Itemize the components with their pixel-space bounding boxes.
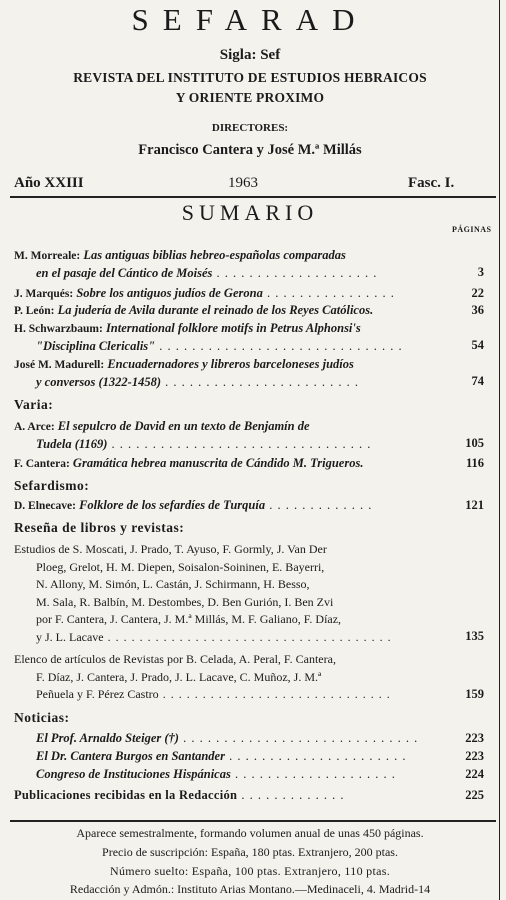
directores-label: DIRECTORES: bbox=[211, 122, 289, 134]
estudios-line: y J. L. Lacave bbox=[36, 629, 104, 644]
toc-entry[interactable] bbox=[14, 356, 484, 391]
entry-author: M. Morreale: bbox=[14, 250, 81, 262]
entry-page: 121 bbox=[465, 498, 484, 512]
entry-title: Gramática hebrea manuscrita de Cándido M. Trigueros. bbox=[72, 456, 364, 470]
leader-dots: . . . . . . . . . . . . . . . . . . . . . . . . . . . . . . . . bbox=[107, 437, 372, 451]
toc-entry[interactable] bbox=[14, 418, 484, 453]
toc-entry-elenco[interactable] bbox=[14, 651, 484, 704]
directores-names: Francisco Cantera y José M.ª Millás bbox=[138, 142, 362, 158]
entry-title-cont: y conversos (1322-1458) bbox=[36, 375, 161, 389]
entry-title: Las antiguas biblias hebreo-españolas comparadas bbox=[83, 248, 346, 262]
leader-dots: . . . . . . . . . . . . . . . . . . . . . . . . . . . . . . . . . . . . bbox=[103, 629, 392, 644]
footer-line-4: Redacción y Admón.: Instituto Arias Montano.—Medinaceli, 4. Madrid-14 bbox=[69, 882, 431, 896]
toc-entry[interactable] bbox=[14, 497, 484, 515]
elenco-line: Elenco de artículos de Revistas por B. Celada, A. Peral, F. Cantera, bbox=[14, 652, 336, 666]
section-publicaciones-heading: Publicaciones recibidas en la Redacción bbox=[14, 788, 238, 802]
toc-entry-publicaciones[interactable] bbox=[14, 787, 484, 804]
entry-title: La judería de Avila durante el reinado de los Reyes Católicos. bbox=[57, 303, 374, 317]
entry-title: Encuadernadores y libreros barceloneses judíos bbox=[107, 357, 354, 371]
elenco-line: F. Díaz, J. Cantera, J. Prado, J. L. Lacave, C. Muñoz, J. M.ª bbox=[36, 669, 322, 684]
entry-page: 159 bbox=[465, 687, 484, 701]
journal-title: SEFARAD bbox=[131, 2, 369, 37]
section-varia-heading: Varia: bbox=[14, 397, 54, 412]
footer-line-2: Precio de suscripción: España, 180 ptas. Extranjero, 200 ptas. bbox=[102, 845, 398, 859]
estudios-line: M. Sala, R. Balbín, M. Destombes, D. Ben Gurión, I. Ben Zvi bbox=[36, 594, 334, 609]
entry-page: 225 bbox=[465, 788, 484, 802]
entry-page: 116 bbox=[465, 456, 484, 470]
entry-title: El Dr. Cantera Burgos en Santander bbox=[36, 749, 225, 763]
leader-dots: . . . . . . . . . . . . . . . . . . . . . . . . bbox=[160, 375, 359, 389]
entry-page: 105 bbox=[465, 436, 484, 450]
bottom-divider bbox=[10, 820, 496, 822]
entry-title-cont: "Disciplina Clericalis" bbox=[36, 339, 156, 353]
leader-dots: . . . . . . . . . . . . . . . . . . . . bbox=[230, 767, 396, 781]
estudios-line: por F. Cantera, J. Cantera, J. M.ª Millás, M. F. Galiano, F. Díaz, bbox=[36, 612, 342, 626]
entry-title: Congreso de Instituciones Hispánicas bbox=[36, 767, 231, 781]
toc-entry[interactable] bbox=[14, 320, 484, 355]
entry-title-cont: Tudela (1169) bbox=[36, 437, 108, 451]
toc-entry[interactable] bbox=[14, 455, 484, 473]
entry-author: F. Cantera: bbox=[14, 458, 70, 470]
entry-page: 135 bbox=[465, 629, 484, 643]
entry-title: International folklore motifs in Petrus Alphonsi's bbox=[105, 321, 361, 335]
section-sefardismo-heading: Sefardismo: bbox=[14, 478, 90, 493]
entry-page: 224 bbox=[465, 767, 484, 781]
leader-dots: . . . . . . . . . . . . . . . . . . . . . . bbox=[224, 749, 407, 763]
section-resena-heading: Reseña de libros y revistas: bbox=[14, 520, 185, 535]
sigla: Sigla: Sef bbox=[219, 47, 281, 63]
toc-entry[interactable] bbox=[14, 766, 484, 783]
leader-dots: . . . . . . . . . . . . . . . . . . . . . . . . . . . . . . bbox=[155, 339, 403, 353]
entry-author: H. Schwarzbaum: bbox=[14, 323, 103, 335]
paginas-label: PÁGINAS bbox=[452, 225, 492, 234]
entry-author: J. Marqués: bbox=[14, 288, 74, 300]
toc-entry[interactable] bbox=[14, 285, 484, 303]
entry-page: 223 bbox=[465, 749, 484, 763]
footer-line-1: Aparece semestralmente, formando volumen anual de unas 450 páginas. bbox=[76, 826, 424, 840]
entry-author: A. Arce: bbox=[14, 421, 55, 433]
leader-dots: . . . . . . . . . . . . . . . . . . . . . . . . . . . . . bbox=[178, 731, 419, 745]
toc-entry[interactable] bbox=[14, 730, 484, 747]
elenco-line: Peñuela y F. Pérez Castro bbox=[36, 687, 159, 701]
entry-author: D. Elnecave: bbox=[14, 500, 76, 512]
toc-entry[interactable] bbox=[14, 247, 484, 282]
fascicle-label: Fasc. I. bbox=[408, 175, 455, 191]
right-edge-rule bbox=[499, 0, 500, 900]
entry-title: El sepulcro de David en un texto de Benjamín de bbox=[57, 419, 310, 433]
section-noticias-heading: Noticias: bbox=[14, 710, 70, 725]
subtitle-line-1: REVISTA DEL INSTITUTO DE ESTUDIOS HEBRAICOS bbox=[73, 70, 427, 85]
entry-page: 36 bbox=[471, 303, 484, 317]
estudios-line: Estudios de S. Moscati, J. Prado, T. Ayuso, F. Gormly, J. Van Der bbox=[14, 542, 327, 556]
entry-page: 22 bbox=[471, 286, 484, 300]
entry-title: Folklore de los sefardíes de Turquía bbox=[79, 498, 266, 512]
entry-author: P. León: bbox=[14, 305, 55, 317]
year-label: Año XXIII bbox=[14, 175, 84, 191]
subtitle-line-2: Y ORIENTE PROXIMO bbox=[175, 90, 325, 105]
entry-author: José M. Madurell: bbox=[14, 359, 105, 371]
issue-date: 1963 bbox=[228, 175, 258, 191]
leader-dots: . . . . . . . . . . . . . . . . bbox=[262, 286, 395, 300]
leader-dots: . . . . . . . . . . . . . bbox=[265, 498, 373, 512]
entry-page: 3 bbox=[477, 265, 484, 279]
estudios-line: N. Allony, M. Simón, L. Castán, J. Schirmann, H. Besso, bbox=[36, 577, 310, 591]
leader-dots: . . . . . . . . . . . . . . . . . . . . . . . . . . . . . bbox=[158, 687, 391, 701]
leader-dots: . . . . . . . . . . . . . bbox=[237, 788, 345, 802]
entry-page: 74 bbox=[471, 374, 484, 388]
toc-entry[interactable] bbox=[14, 748, 484, 765]
footer-line-3: Número suelto: España, 100 ptas. Extranjero, 110 ptas. bbox=[109, 864, 391, 878]
toc-entry-estudios[interactable] bbox=[14, 541, 484, 646]
entry-page: 54 bbox=[471, 338, 484, 352]
toc-entry[interactable] bbox=[14, 302, 484, 320]
sumario-heading: SUMARIO bbox=[181, 200, 319, 225]
top-divider bbox=[10, 196, 496, 198]
leader-dots: . . . . . . . . . . . . . . . . . . . . bbox=[212, 266, 378, 280]
entry-title-cont: en el pasaje del Cántico de Moisés bbox=[36, 266, 213, 280]
entry-page: 223 bbox=[465, 731, 484, 745]
estudios-line: Ploeg, Grelot, H. M. Diepen, Soisalon-Soininen, E. Bayerri, bbox=[36, 559, 325, 574]
entry-title: El Prof. Arnaldo Steiger (†) bbox=[36, 731, 179, 745]
entry-title: Sobre los antiguos judíos de Gerona bbox=[76, 286, 263, 300]
